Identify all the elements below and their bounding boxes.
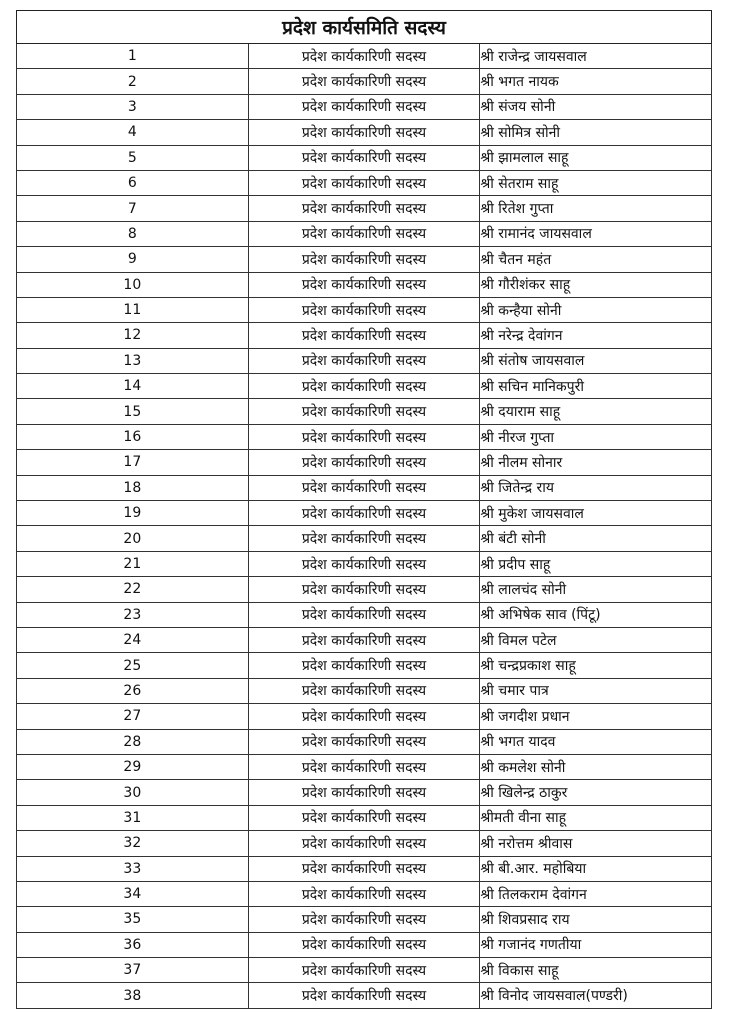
serial-number-cell: 11 [17, 297, 249, 322]
post-cell: प्रदेश कार्यकारिणी सदस्य [248, 627, 480, 652]
post-cell: प्रदेश कार्यकारिणी सदस्य [248, 374, 480, 399]
serial-number-cell: 14 [17, 374, 249, 399]
serial-number-cell: 30 [17, 780, 249, 805]
post-cell: प्रदेश कार्यकारिणी सदस्य [248, 729, 480, 754]
post-cell: प्रदेश कार्यकारिणी सदस्य [248, 881, 480, 906]
table-row [17, 932, 712, 957]
table-row [17, 983, 712, 1008]
serial-number-cell: 25 [17, 653, 249, 678]
post-cell: प्रदेश कार्यकारिणी सदस्य [248, 221, 480, 246]
member-name-cell: श्री संतोष जायसवाल [480, 348, 712, 373]
post-cell: प्रदेश कार्यकारिणी सदस्य [248, 475, 480, 500]
table-row [17, 120, 712, 145]
post-cell: प्रदेश कार्यकारिणी सदस्य [248, 170, 480, 195]
member-name-cell: श्री गौरीशंकर साहू [480, 272, 712, 297]
post-cell: प्रदेश कार्यकारिणी सदस्य [248, 754, 480, 779]
table-title: प्रदेश कार्यसमिति सदस्य [17, 11, 712, 44]
serial-number-cell: 2 [17, 69, 249, 94]
table-row [17, 44, 712, 69]
serial-number-cell: 7 [17, 196, 249, 221]
post-cell: प्रदेश कार्यकारिणी सदस्य [248, 907, 480, 932]
member-name-cell: श्री अभिषेक साव (पिंटू) [480, 602, 712, 627]
member-name-cell: श्री जितेन्द्र राय [480, 475, 712, 500]
member-name-cell: श्री गजानंद गणतीया [480, 932, 712, 957]
serial-number-cell: 37 [17, 958, 249, 983]
table-row [17, 577, 712, 602]
serial-number-cell: 17 [17, 450, 249, 475]
serial-number-cell: 23 [17, 602, 249, 627]
post-cell: प्रदेश कार्यकारिणी सदस्य [248, 247, 480, 272]
table-row [17, 780, 712, 805]
post-cell: प्रदेश कार्यकारिणी सदस्य [248, 856, 480, 881]
table-row [17, 424, 712, 449]
post-cell: प्रदेश कार्यकारिणी सदस्य [248, 958, 480, 983]
serial-number-cell: 38 [17, 983, 249, 1008]
table-row [17, 831, 712, 856]
table-row [17, 399, 712, 424]
post-cell: प्रदेश कार्यकारिणी सदस्य [248, 399, 480, 424]
member-name-cell: श्री नीलम सोनार [480, 450, 712, 475]
member-name-cell: श्री विनोद जायसवाल(पण्डरी) [480, 983, 712, 1008]
post-cell: प्रदेश कार्यकारिणी सदस्य [248, 501, 480, 526]
table-row [17, 297, 712, 322]
member-name-cell: श्री शिवप्रसाद राय [480, 907, 712, 932]
serial-number-cell: 22 [17, 577, 249, 602]
serial-number-cell: 16 [17, 424, 249, 449]
post-cell: प्रदेश कार्यकारिणी सदस्य [248, 577, 480, 602]
table-row [17, 323, 712, 348]
serial-number-cell: 12 [17, 323, 249, 348]
post-cell: प्रदेश कार्यकारिणी सदस्य [248, 526, 480, 551]
serial-number-cell: 33 [17, 856, 249, 881]
table-row [17, 221, 712, 246]
post-cell: प्रदेश कार्यकारिणी सदस्य [248, 120, 480, 145]
table-row [17, 704, 712, 729]
post-cell: प्रदेश कार्यकारिणी सदस्य [248, 272, 480, 297]
serial-number-cell: 36 [17, 932, 249, 957]
post-cell: प्रदेश कार्यकारिणी सदस्य [248, 323, 480, 348]
table-row [17, 196, 712, 221]
serial-number-cell: 35 [17, 907, 249, 932]
serial-number-cell: 8 [17, 221, 249, 246]
serial-number-cell: 19 [17, 501, 249, 526]
member-name-cell: श्री लालचंद सोनी [480, 577, 712, 602]
table-row [17, 856, 712, 881]
post-cell: प्रदेश कार्यकारिणी सदस्य [248, 602, 480, 627]
post-cell: प्रदेश कार्यकारिणी सदस्य [248, 450, 480, 475]
member-name-cell: श्री सोमित्र सोनी [480, 120, 712, 145]
member-name-cell: श्री झामलाल साहू [480, 145, 712, 170]
post-cell: प्रदेश कार्यकारिणी सदस्य [248, 932, 480, 957]
serial-number-cell: 29 [17, 754, 249, 779]
table-row [17, 475, 712, 500]
serial-number-cell: 32 [17, 831, 249, 856]
serial-number-cell: 3 [17, 94, 249, 119]
table-row [17, 374, 712, 399]
table-row [17, 907, 712, 932]
member-name-cell: श्री सेतराम साहू [480, 170, 712, 195]
post-cell: प्रदेश कार्यकारिणी सदस्य [248, 348, 480, 373]
serial-number-cell: 28 [17, 729, 249, 754]
post-cell: प्रदेश कार्यकारिणी सदस्य [248, 704, 480, 729]
table-row [17, 678, 712, 703]
post-cell: प्रदेश कार्यकारिणी सदस्य [248, 44, 480, 69]
member-name-cell: श्री भगत यादव [480, 729, 712, 754]
serial-number-cell: 10 [17, 272, 249, 297]
post-cell: प्रदेश कार्यकारिणी सदस्य [248, 69, 480, 94]
table-row [17, 94, 712, 119]
member-name-cell: श्री चैतन महंत [480, 247, 712, 272]
member-name-cell: श्री राजेन्द्र जायसवाल [480, 44, 712, 69]
table-row [17, 526, 712, 551]
table-row [17, 551, 712, 576]
member-name-cell: श्री बी.आर. महोबिया [480, 856, 712, 881]
table-row [17, 450, 712, 475]
post-cell: प्रदेश कार्यकारिणी सदस्य [248, 145, 480, 170]
table-row [17, 754, 712, 779]
member-name-cell: श्री मुकेश जायसवाल [480, 501, 712, 526]
table-row [17, 653, 712, 678]
member-name-cell: श्री प्रदीप साहू [480, 551, 712, 576]
serial-number-cell: 18 [17, 475, 249, 500]
member-name-cell: श्री खिलेन्द्र ठाकुर [480, 780, 712, 805]
table-row [17, 501, 712, 526]
table-row [17, 348, 712, 373]
serial-number-cell: 26 [17, 678, 249, 703]
member-name-cell: श्री सचिन मानिकपुरी [480, 374, 712, 399]
post-cell: प्रदेश कार्यकारिणी सदस्य [248, 780, 480, 805]
serial-number-cell: 24 [17, 627, 249, 652]
table-row [17, 958, 712, 983]
table-row [17, 881, 712, 906]
table-row [17, 602, 712, 627]
post-cell: प्रदेश कार्यकारिणी सदस्य [248, 551, 480, 576]
serial-number-cell: 31 [17, 805, 249, 830]
serial-number-cell: 6 [17, 170, 249, 195]
serial-number-cell: 15 [17, 399, 249, 424]
serial-number-cell: 13 [17, 348, 249, 373]
member-name-cell: श्री संजय सोनी [480, 94, 712, 119]
table-heading-row [17, 11, 712, 44]
member-rows [17, 44, 712, 1009]
table-row [17, 729, 712, 754]
table-row [17, 69, 712, 94]
serial-number-cell: 1 [17, 44, 249, 69]
member-name-cell: श्री तिलकराम देवांगन [480, 881, 712, 906]
table-row [17, 145, 712, 170]
table-row [17, 627, 712, 652]
table-row [17, 247, 712, 272]
post-cell: प्रदेश कार्यकारिणी सदस्य [248, 94, 480, 119]
member-name-cell: श्री बंटी सोनी [480, 526, 712, 551]
serial-number-cell: 20 [17, 526, 249, 551]
table-row [17, 170, 712, 195]
member-name-cell: श्री रितेश गुप्ता [480, 196, 712, 221]
member-name-cell: श्री विकास साहू [480, 958, 712, 983]
member-name-cell: श्री नीरज गुप्ता [480, 424, 712, 449]
serial-number-cell: 4 [17, 120, 249, 145]
serial-number-cell: 21 [17, 551, 249, 576]
member-name-cell: श्री चमार पात्र [480, 678, 712, 703]
post-cell: प्रदेश कार्यकारिणी सदस्य [248, 983, 480, 1008]
member-name-cell: श्री चन्द्रप्रकाश साहू [480, 653, 712, 678]
member-name-cell: श्री कन्हैया सोनी [480, 297, 712, 322]
member-name-cell: श्री विमल पटेल [480, 627, 712, 652]
serial-number-cell: 27 [17, 704, 249, 729]
member-name-cell: श्री रामानंद जायसवाल [480, 221, 712, 246]
serial-number-cell: 5 [17, 145, 249, 170]
member-name-cell: श्री जगदीश प्रधान [480, 704, 712, 729]
post-cell: प्रदेश कार्यकारिणी सदस्य [248, 297, 480, 322]
post-cell: प्रदेश कार्यकारिणी सदस्य [248, 424, 480, 449]
table-row [17, 805, 712, 830]
member-name-cell: श्री भगत नायक [480, 69, 712, 94]
post-cell: प्रदेश कार्यकारिणी सदस्य [248, 831, 480, 856]
member-list-sheet [16, 10, 712, 1009]
post-cell: प्रदेश कार्यकारिणी सदस्य [248, 805, 480, 830]
post-cell: प्रदेश कार्यकारिणी सदस्य [248, 653, 480, 678]
table-row [17, 272, 712, 297]
serial-number-cell: 34 [17, 881, 249, 906]
post-cell: प्रदेश कार्यकारिणी सदस्य [248, 196, 480, 221]
member-name-cell: श्री नरोत्तम श्रीवास [480, 831, 712, 856]
serial-number-cell: 9 [17, 247, 249, 272]
member-table [16, 10, 712, 1009]
member-name-cell: श्री नरेन्द्र देवांगन [480, 323, 712, 348]
member-name-cell: श्री कमलेश सोनी [480, 754, 712, 779]
post-cell: प्रदेश कार्यकारिणी सदस्य [248, 678, 480, 703]
member-name-cell: श्री दयाराम साहू [480, 399, 712, 424]
member-name-cell: श्रीमती वीना साहू [480, 805, 712, 830]
